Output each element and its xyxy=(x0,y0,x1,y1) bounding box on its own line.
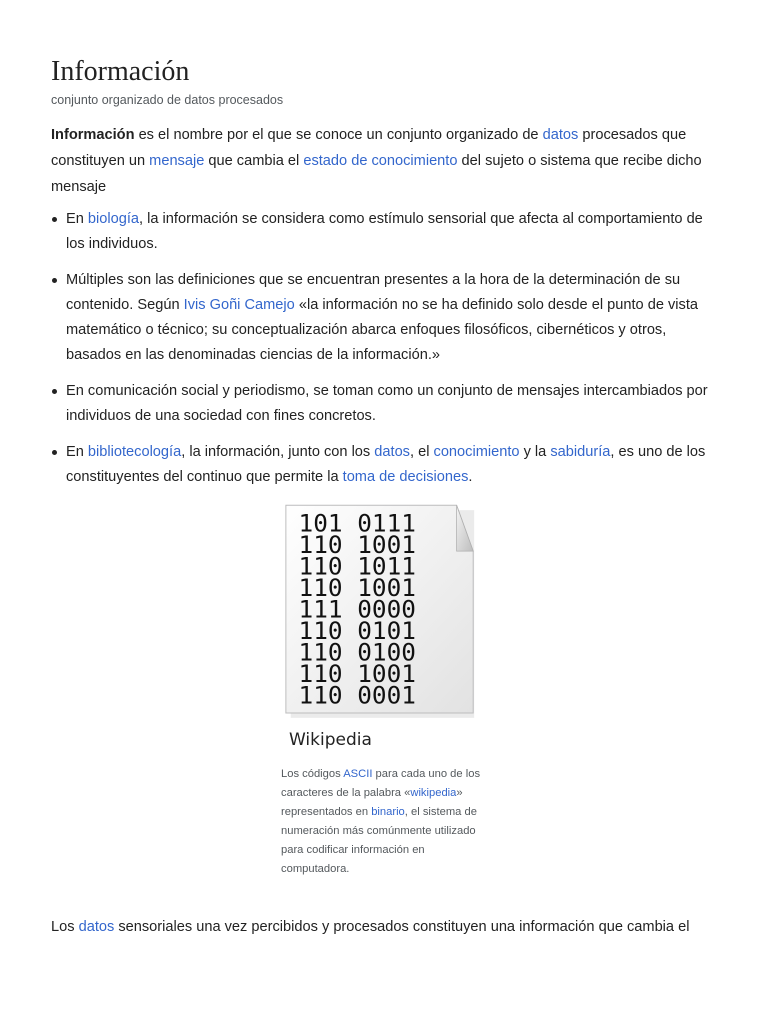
list-item-text: , el xyxy=(409,444,434,460)
list-item-text: En xyxy=(66,211,88,227)
link-datos[interactable]: datos xyxy=(542,127,579,143)
list-item xyxy=(51,268,719,368)
page-subtitle: conjunto organizado de datos procesados xyxy=(51,93,284,107)
link-binario[interactable]: binario xyxy=(371,806,405,818)
binary-line: 110 1011 xyxy=(298,551,416,581)
list-item-text: . xyxy=(468,469,473,485)
list-item xyxy=(51,379,719,429)
link-datos[interactable]: datos xyxy=(374,444,410,460)
intro-text: es el nombre por el que se conoce un conjunto organizado de xyxy=(134,127,543,143)
intro-text: procesados que constituyen un xyxy=(51,127,687,169)
binary-line: 110 1001 xyxy=(298,530,416,560)
list-item-text: , es uno de los constituyentes del continuo que permite la xyxy=(66,444,706,485)
outro-text: sensoriales una vez percibidos y procesados constituyen una información que cambia el xyxy=(114,919,690,935)
link-ascii[interactable]: ASCII xyxy=(343,768,373,780)
link-sabiduria[interactable]: sabiduría xyxy=(550,444,611,460)
binary-line: 111 0000 xyxy=(298,594,416,624)
page-title: Información xyxy=(51,56,190,87)
intro-term: Información xyxy=(51,127,135,143)
list-item-text: y la xyxy=(519,444,551,460)
list-item xyxy=(51,207,719,257)
binary-line: 110 1001 xyxy=(298,658,416,688)
caption-text: para cada uno de los caracteres de la palabra « xyxy=(281,768,481,799)
intro-text: que cambia el xyxy=(204,153,304,169)
link-estado-de-conocimiento[interactable]: estado de conocimiento xyxy=(303,153,458,169)
link-toma-de-decisiones[interactable]: toma de decisiones xyxy=(342,469,469,485)
caption-text: Los códigos xyxy=(281,768,344,780)
caption-text: » representados en xyxy=(281,787,463,818)
list-item-text: , la información, junto con los xyxy=(181,444,375,460)
list-item-text: , la información se considera como estímulo sensorial que afecta al comportamiento de los individuos. xyxy=(66,211,703,252)
binary-line: 110 0001 xyxy=(298,680,416,710)
outro-paragraph xyxy=(51,914,719,940)
link-ivis-goni-camejo[interactable]: Ivis Goñi Camejo xyxy=(183,297,295,313)
binary-line: 101 0111 xyxy=(298,508,416,538)
list-item-text: Múltiples son las definiciones que se encuentran presentes a la hora de la determinación de su contenido. Según xyxy=(66,272,681,313)
binary-line: 110 1001 xyxy=(298,572,416,602)
list-item-text: «la información no se ha definido solo desde el punto de vista matemático o técnico; su conceptualización abarca enfoques filosóficos, cibernéticos y otros, basados en las denominadas ciencias de la información.» xyxy=(66,297,698,363)
link-biologia[interactable]: biología xyxy=(87,211,140,227)
caption-text: , el sistema de numeración más comúnmente utilizado para codificar información en computadora. xyxy=(281,806,477,875)
link-mensaje[interactable]: mensaje xyxy=(149,153,205,169)
outro-text: Los xyxy=(51,919,79,935)
binary-line: 110 0101 xyxy=(298,615,416,645)
list-item-text: En comunicación social y periodismo, se toman como un conjunto de mensajes intercambiados por individuos de una sociedad con fines concretos. xyxy=(66,383,708,424)
intro-text: del sujeto o sistema que recibe dicho mensaje xyxy=(51,153,702,195)
binary-line: 110 0100 xyxy=(298,637,416,667)
figure-label: Wikipedia xyxy=(289,730,372,750)
link-conocimiento[interactable]: conocimiento xyxy=(433,444,520,460)
intro-paragraph xyxy=(51,122,719,200)
binary-lines xyxy=(299,509,416,710)
link-datos[interactable]: datos xyxy=(78,919,115,935)
list-item xyxy=(51,440,719,490)
figure-caption xyxy=(281,765,491,879)
list-item-text: En xyxy=(66,444,88,460)
binary-document-image[interactable] xyxy=(281,500,481,730)
link-bibliotecologia[interactable]: bibliotecología xyxy=(87,444,182,460)
link-wikipedia[interactable]: wikipedia xyxy=(410,787,457,799)
figure xyxy=(281,500,491,750)
definitions-list xyxy=(51,207,719,501)
